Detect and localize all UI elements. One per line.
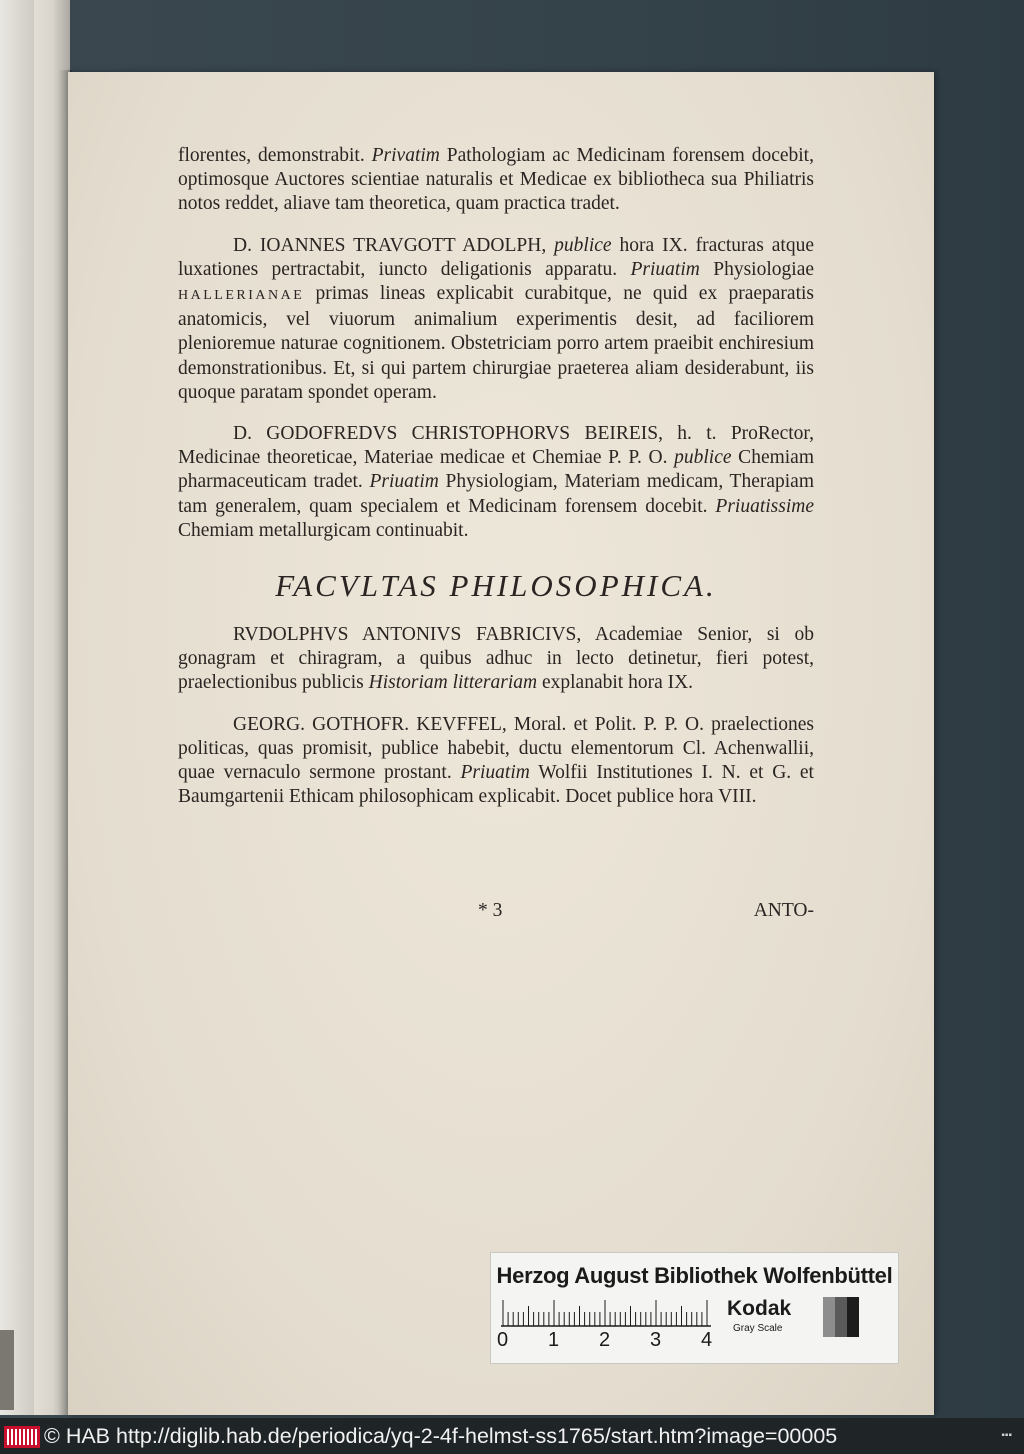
paragraph: [178, 144, 814, 217]
kodak-logo: Kodak: [727, 1297, 792, 1320]
color-scale-card: [490, 1252, 899, 1364]
text-run: Wolfii Institutiones I. N. et G. et Baumgartenii Ethicam philosophicam explicabit. Docet publice hora VIII.: [178, 762, 814, 808]
italic-run: Priuatim: [630, 258, 700, 280]
paragraphs-philosophy: [178, 623, 814, 809]
text-run: RVDOLPHVS ANTONIVS FABRICIVS, Academiae Senior, si ob gonagram et chiragram, a quibus adhuc in lecto detinetur, fieri potest, praelectionibus publicis: [178, 624, 814, 694]
section-heading: FACVLTAS PHILOSOPHICA.: [275, 568, 717, 604]
text-run: Pathologiam ac Medicinam forensem docebit, optimosque Auctores scientiae naturalis et Medicae ex bibliotheca sua Philiatris notos reddet, aliave tam theoretica, quam practica tradet.: [178, 145, 814, 215]
signature-mark: * 3: [478, 900, 503, 921]
italic-run: Historiam litterariam: [368, 672, 538, 694]
italic-run: publice: [554, 234, 612, 256]
ruler-number: 2: [599, 1329, 611, 1351]
footer-bar: [0, 1418, 1024, 1454]
ruler-number: 1: [548, 1329, 560, 1351]
text-run: florentes, demonstrabit.: [178, 145, 372, 166]
page-text: [178, 144, 814, 809]
italic-run: Priuatim: [460, 762, 530, 784]
italic-run: Privatim: [371, 145, 440, 166]
small-caps-run: HALLERIANAE: [178, 288, 305, 304]
library-title: Herzog August Bibliothek Wolfenbüttel: [496, 1263, 893, 1288]
text-run: Physiologiam, Materiam medicam, Therapiam tam generalem, quam specialem et Medicinam forensem docebit.: [178, 471, 814, 517]
previous-page-edge: [0, 0, 34, 1415]
text-run: primas lineas explicabit curabitque, ne quid ex praeparatis anatomicis, vel viuorum animalium experimentis desit, ad faciliorem plenioremue naturae cognitionem. Obstetriciam porro artem praeibit enchiresium demonstrationibus. Et, si qui partem chirurgiae praeterea aliam desiderabunt, iis quoque paratam spondet operam.: [178, 283, 814, 403]
catchword: ANTO-: [753, 900, 814, 921]
ruler-icon: [501, 1297, 711, 1327]
paragraphs-medicine: [178, 144, 814, 543]
text-run: Chemiam pharmaceuticam tradet.: [178, 447, 815, 493]
text-run: hora IX. fracturas atque luxationes pertractabit, iuncto deligationis apparatu.: [178, 234, 814, 280]
ruler-number: 0: [497, 1329, 509, 1351]
paragraph: [178, 713, 814, 810]
footer-dots: ▪▪▪: [1001, 1430, 1012, 1441]
ruler-number: 3: [650, 1329, 662, 1351]
text-run: Physiologiae: [699, 258, 814, 280]
document-page: [68, 72, 934, 1415]
hab-logo-icon: [4, 1426, 40, 1448]
page-footer-line: [178, 900, 814, 926]
ruler-number: 4: [701, 1329, 713, 1351]
text-run: GEORG. GOTHOFR. KEVFFEL, Moral. et Polit. P. P. O. praelectiones politicas, quas promisit, publice habebit, ductu elementorum Cl. Achenwallii, quae vernaculo sermone prostant.: [178, 713, 814, 784]
gray-patch: [823, 1297, 835, 1337]
italic-run: Priuatissime: [715, 495, 814, 517]
text-run: explanabit hora IX.: [537, 672, 694, 694]
italic-run: publice: [674, 447, 732, 469]
paragraph: [178, 623, 814, 696]
edge-mark: [0, 1330, 14, 1410]
copyright-url[interactable]: © HAB http://diglib.hab.de/periodica/yq-2-4f-helmst-ss1765/start.htm?image=00005: [44, 1424, 838, 1448]
text-run: Chemiam metallurgicam continuabit.: [178, 519, 469, 541]
paragraph: [178, 422, 814, 543]
italic-run: Priuatim: [369, 471, 439, 493]
gray-scale-label: Gray Scale: [733, 1323, 783, 1334]
gray-patch: [847, 1297, 859, 1337]
text-run: D. GODOFREDVS CHRISTOPHORVS BEIREIS, h. t. ProRector, Medicinae theoreticae, Materiae medicae et Chemiae P. P. O.: [178, 423, 814, 469]
gray-patch: [835, 1297, 847, 1337]
text-run: D. IOANNES TRAVGOTT ADOLPH,: [233, 234, 555, 256]
paragraph: [178, 234, 814, 405]
gray-patches: [823, 1297, 859, 1337]
ruler-numbers: [497, 1329, 717, 1353]
